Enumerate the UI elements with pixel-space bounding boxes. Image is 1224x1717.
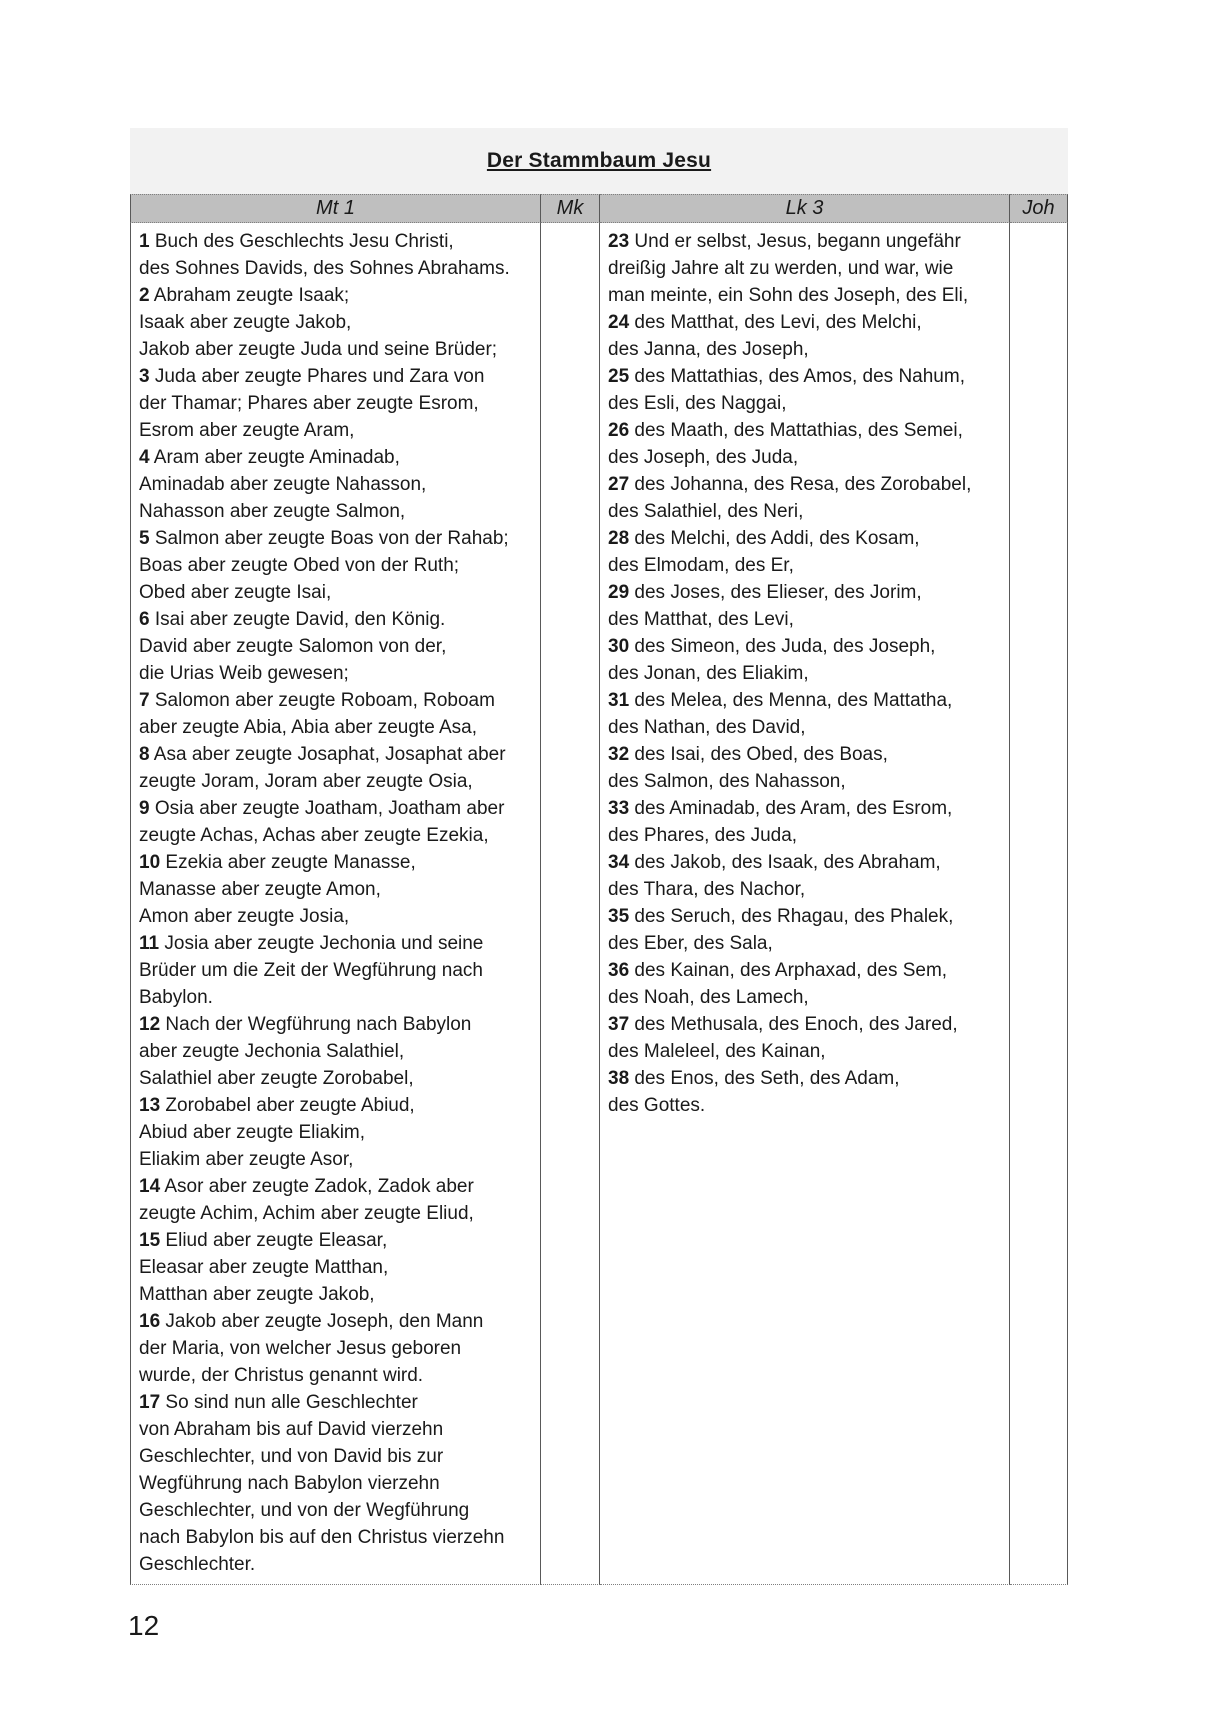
verse-line: des Jonan, des Eliakim, xyxy=(608,663,809,684)
verse-line: des Maleleel, des Kainan, xyxy=(608,1041,826,1062)
verse-line: 5 Salmon aber zeugte Boas von der Rahab; xyxy=(139,528,509,549)
verse-line: Salathiel aber zeugte Zorobabel, xyxy=(139,1068,414,1089)
verse-line: des Esli, des Naggai, xyxy=(608,393,787,414)
verse-line: Abiud aber zeugte Eliakim, xyxy=(139,1122,366,1143)
verse-line: 11 Josia aber zeugte Jechonia und seine xyxy=(139,933,484,954)
verse-line: Matthan aber zeugte Jakob, xyxy=(139,1284,375,1305)
verse-number: 9 xyxy=(139,798,150,819)
verse-line: 38 des Enos, des Seth, des Adam, xyxy=(608,1068,900,1089)
verse-number: 37 xyxy=(608,1014,630,1035)
verse-line: Amon aber zeugte Josia, xyxy=(139,906,350,927)
verse-line: Boas aber zeugte Obed von der Ruth; xyxy=(139,555,460,576)
gospel-parallel-table xyxy=(130,194,1068,1585)
verse-line: 37 des Methusala, des Enoch, des Jared, xyxy=(608,1014,958,1035)
verse-number: 2 xyxy=(139,285,150,306)
verse-line: 33 des Aminadab, des Aram, des Esrom, xyxy=(608,798,953,819)
verse-line: Geschlechter, und von der Wegführung xyxy=(139,1500,470,1521)
verse-line: man meinte, ein Sohn des Joseph, des Eli, xyxy=(608,285,969,306)
verse-line: des Salmon, des Nahasson, xyxy=(608,771,846,792)
verse-line: 24 des Matthat, des Levi, des Melchi, xyxy=(608,312,922,333)
verse-line: des Phares, des Juda, xyxy=(608,825,798,846)
verse-number: 28 xyxy=(608,528,630,549)
verse-line: des Thara, des Nachor, xyxy=(608,879,806,900)
column-body-lk3 xyxy=(600,223,1010,1585)
verse-number: 25 xyxy=(608,366,630,387)
column-header-lk3: Lk 3 xyxy=(600,194,1010,223)
verse-line: des Noah, des Lamech, xyxy=(608,987,809,1008)
verse-line: 9 Osia aber zeugte Joatham, Joatham aber xyxy=(139,798,505,819)
verse-line: Obed aber zeugte Isai, xyxy=(139,582,332,603)
verse-line: aber zeugte Jechonia Salathiel, xyxy=(139,1041,405,1062)
verse-number: 11 xyxy=(139,933,160,954)
verse-line: Esrom aber zeugte Aram, xyxy=(139,420,355,441)
verse-line: 32 des Isai, des Obed, des Boas, xyxy=(608,744,888,765)
verse-line: zeugte Joram, Joram aber zeugte Osia, xyxy=(139,771,473,792)
column-body-mk xyxy=(541,223,600,1585)
verse-line: 6 Isai aber zeugte David, den König. xyxy=(139,609,446,630)
verse-line: des Elmodam, des Er, xyxy=(608,555,794,576)
verse-line: 16 Jakob aber zeugte Joseph, den Mann xyxy=(139,1311,484,1332)
verse-line: des Matthat, des Levi, xyxy=(608,609,794,630)
verse-line: 12 Nach der Wegführung nach Babylon xyxy=(139,1014,472,1035)
verse-number: 26 xyxy=(608,420,630,441)
verse-number: 12 xyxy=(139,1014,161,1035)
verse-number: 23 xyxy=(608,231,630,252)
verse-number: 3 xyxy=(139,366,150,387)
column-body-mt1 xyxy=(130,223,541,1585)
verse-number: 35 xyxy=(608,906,630,927)
verse-line: 3 Juda aber zeugte Phares und Zara von xyxy=(139,366,485,387)
verse-line: 26 des Maath, des Mattathias, des Semei, xyxy=(608,420,963,441)
verse-number: 10 xyxy=(139,852,161,873)
page-title: Der Stammbaum Jesu xyxy=(486,149,712,172)
verse-line: des Salathiel, des Neri, xyxy=(608,501,804,522)
verse-number: 4 xyxy=(139,447,150,468)
verse-line: 2 Abraham zeugte Isaak; xyxy=(139,285,350,306)
verse-line: von Abraham bis auf David vierzehn xyxy=(139,1419,444,1440)
verse-line: 8 Asa aber zeugte Josaphat, Josaphat aber xyxy=(139,744,506,765)
verse-number: 31 xyxy=(608,690,630,711)
verse-number: 30 xyxy=(608,636,630,657)
verse-line: 17 So sind nun alle Geschlechter xyxy=(139,1392,418,1413)
verse-number: 1 xyxy=(139,231,150,252)
verse-line: 7 Salomon aber zeugte Roboam, Roboam xyxy=(139,690,495,711)
verse-line: der Maria, von welcher Jesus geboren xyxy=(139,1338,462,1359)
verse-line: zeugte Achim, Achim aber zeugte Eliud, xyxy=(139,1203,474,1224)
verse-line: 4 Aram aber zeugte Aminadab, xyxy=(139,447,400,468)
verse-line: nach Babylon bis auf den Christus vierzehn xyxy=(139,1527,505,1548)
verse-line: 35 des Seruch, des Rhagau, des Phalek, xyxy=(608,906,954,927)
verse-line: Aminadab aber zeugte Nahasson, xyxy=(139,474,427,495)
verse-number: 6 xyxy=(139,609,150,630)
verse-number: 14 xyxy=(139,1176,161,1197)
verse-line: 1 Buch des Geschlechts Jesu Christi, xyxy=(139,231,454,252)
verse-line: 27 des Johanna, des Resa, des Zorobabel, xyxy=(608,474,972,495)
verse-line: Jakob aber zeugte Juda und seine Brüder; xyxy=(139,339,498,360)
verse-line: des Sohnes Davids, des Sohnes Abrahams. xyxy=(139,258,510,279)
verse-number: 5 xyxy=(139,528,150,549)
verse-line: Nahasson aber zeugte Salmon, xyxy=(139,501,406,522)
verse-line: Geschlechter. xyxy=(139,1554,256,1575)
column-header-mt1: Mt 1 xyxy=(130,194,541,223)
verse-line: 14 Asor aber zeugte Zadok, Zadok aber xyxy=(139,1176,474,1197)
verse-line: 10 Ezekia aber zeugte Manasse, xyxy=(139,852,416,873)
column-header-joh: Joh xyxy=(1010,194,1068,223)
verse-line: David aber zeugte Salomon von der, xyxy=(139,636,447,657)
verse-number: 15 xyxy=(139,1230,161,1251)
verse-line: Geschlechter, und von David bis zur xyxy=(139,1446,444,1467)
verse-line: 23 Und er selbst, Jesus, begann ungefähr xyxy=(608,231,961,252)
verse-line: 30 des Simeon, des Juda, des Joseph, xyxy=(608,636,936,657)
verse-line: des Janna, des Joseph, xyxy=(608,339,809,360)
verse-line: wurde, der Christus genannt wird. xyxy=(139,1365,424,1386)
verse-number: 17 xyxy=(139,1392,161,1413)
verse-line: Isaak aber zeugte Jakob, xyxy=(139,312,352,333)
verse-number: 27 xyxy=(608,474,630,495)
verse-line: des Gottes. xyxy=(608,1095,706,1116)
verse-line: 36 des Kainan, des Arphaxad, des Sem, xyxy=(608,960,948,981)
verse-line: zeugte Achas, Achas aber zeugte Ezekia, xyxy=(139,825,489,846)
verse-number: 16 xyxy=(139,1311,161,1332)
verse-line: Babylon. xyxy=(139,987,213,1008)
verse-line: des Eber, des Sala, xyxy=(608,933,773,954)
column-body-joh xyxy=(1010,223,1068,1585)
verse-line: 31 des Melea, des Menna, des Mattatha, xyxy=(608,690,953,711)
verse-line: 25 des Mattathias, des Amos, des Nahum, xyxy=(608,366,965,387)
verse-number: 36 xyxy=(608,960,630,981)
verse-number: 8 xyxy=(139,744,150,765)
verse-line: 34 des Jakob, des Isaak, des Abraham, xyxy=(608,852,941,873)
verse-line: des Nathan, des David, xyxy=(608,717,806,738)
verse-line: Eliakim aber zeugte Asor, xyxy=(139,1149,354,1170)
verse-number: 29 xyxy=(608,582,630,603)
verse-line: der Thamar; Phares aber zeugte Esrom, xyxy=(139,393,479,414)
verse-number: 38 xyxy=(608,1068,630,1089)
verse-line: des Joseph, des Juda, xyxy=(608,447,799,468)
verse-line: die Urias Weib gewesen; xyxy=(139,663,349,684)
verse-line: 29 des Joses, des Elieser, des Jorim, xyxy=(608,582,922,603)
verse-number: 32 xyxy=(608,744,630,765)
verse-number: 33 xyxy=(608,798,630,819)
verse-line: Manasse aber zeugte Amon, xyxy=(139,879,381,900)
verse-line: 13 Zorobabel aber zeugte Abiud, xyxy=(139,1095,415,1116)
verse-line: 28 des Melchi, des Addi, des Kosam, xyxy=(608,528,920,549)
verse-line: Brüder um die Zeit der Wegführung nach xyxy=(139,960,483,981)
verse-line: aber zeugte Abia, Abia aber zeugte Asa, xyxy=(139,717,478,738)
page-number: 12 xyxy=(128,1610,160,1641)
verse-number: 24 xyxy=(608,312,630,333)
column-header-mk: Mk xyxy=(541,194,600,223)
verse-line: dreißig Jahre alt zu werden, und war, wie xyxy=(608,258,954,279)
title-band xyxy=(130,128,1068,194)
verse-number: 13 xyxy=(139,1095,161,1116)
verse-line: Eleasar aber zeugte Matthan, xyxy=(139,1257,389,1278)
verse-number: 7 xyxy=(139,690,150,711)
verse-number: 34 xyxy=(608,852,630,873)
verse-line: Wegführung nach Babylon vierzehn xyxy=(139,1473,440,1494)
verse-line: 15 Eliud aber zeugte Eleasar, xyxy=(139,1230,388,1251)
